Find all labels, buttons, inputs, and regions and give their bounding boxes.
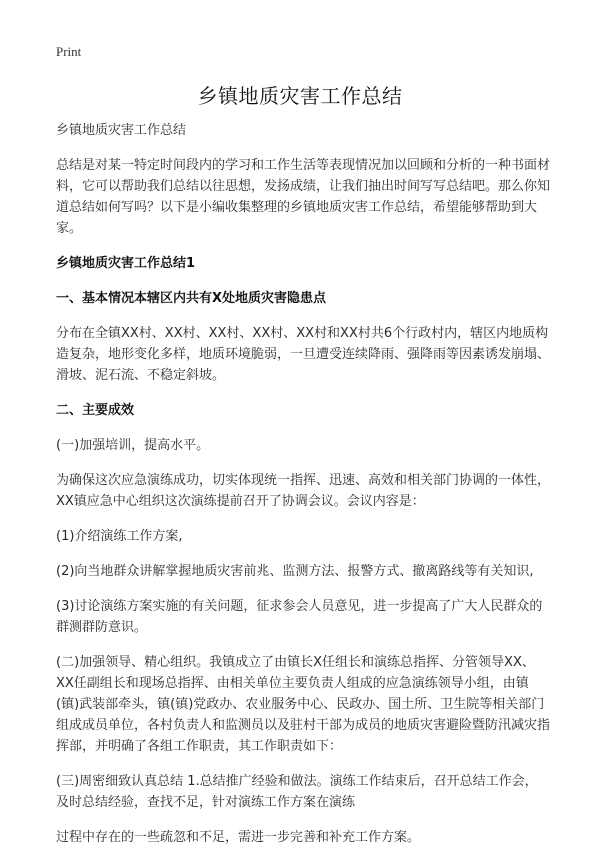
page-title: 乡镇地质灾害工作总结: [197, 84, 403, 108]
paragraph-distribution: 分布在全镇XX村、XX村、XX村、XX村、XX村和XX村共6个行政村内，辖区内地质构造复杂，地形变化多样，地质环境脆弱，一旦遭受连续降雨、强降雨等因素诱发崩塌、滑坡、泥石流、不稳定斜坡。: [56, 326, 551, 383]
document-body: [56, 120, 550, 862]
paragraph-improvement: 过程中存在的一些疏忽和不足，需进一步完善和补充工作方案。: [56, 830, 421, 845]
paragraph-item-3: (3)讨论演练方案实施的有关问题，征求参会人员意见，进一步提高了广大人民群众的群测群防意识。: [56, 599, 543, 635]
paragraph-training: (一)加强培训，提高水平。: [56, 438, 210, 453]
section-title: 乡镇地质灾害工作总结1: [56, 256, 196, 271]
paragraph-item-1: (1)介绍演练工作方案,: [56, 529, 183, 544]
paragraph-item-2: (2)向当地群众讲解掌握地质灾害前兆、监测方法、报警方式、撤离路线等有关知识,: [56, 564, 534, 579]
heading-main-results: 二、主要成效: [56, 403, 135, 418]
print-link[interactable]: Print: [56, 44, 82, 59]
intro-paragraph: 总结是对某一特定时间段内的学习和工作生活等表现情况加以回顾和分析的一种书面材料，它可以帮助我们总结以往思想，发扬成绩，让我们抽出时间写写总结吧。那么你知道总结如何写吗？以下是小编收集整理的乡镇地质灾害工作总结，希望能够帮助到大家。: [56, 158, 551, 236]
paragraph-coordination: 为确保这次应急演练成功，切实体现统一指挥、迅速、高效和相关部门协调的一体性，XX镇应急中心组织这次演练提前召开了协调会议。会议内容是：: [56, 473, 551, 509]
heading-basic-situation: 一、基本情况本辖区内共有X处地质灾害隐患点: [56, 291, 327, 306]
paragraph-leadership: (二)加强领导、精心组织。我镇成立了由镇长X任组长和演练总指挥、分管领导XX、XX任副组长和现场总指挥、由相关单位主要负责人组成的应急演练领导小组，由镇(镇)武装部牵头，镇(镇)党政办、农业服务中心、民政办、国土所、卫生院等相关部门组成成员单位，各村负责人和监测员以及驻村干部为成员的地质灾害避险暨防汛减灾指挥部，并明确了各组工作职责，其工作职责如下：: [56, 655, 551, 754]
paragraph-summary: (三)周密细致认真总结 1.总结推广经验和做法。演练工作结束后，召开总结工作会，及时总结经验，查找不足，针对演练工作方案在演练: [56, 774, 538, 810]
document-subtitle: 乡镇地质灾害工作总结: [56, 123, 187, 138]
